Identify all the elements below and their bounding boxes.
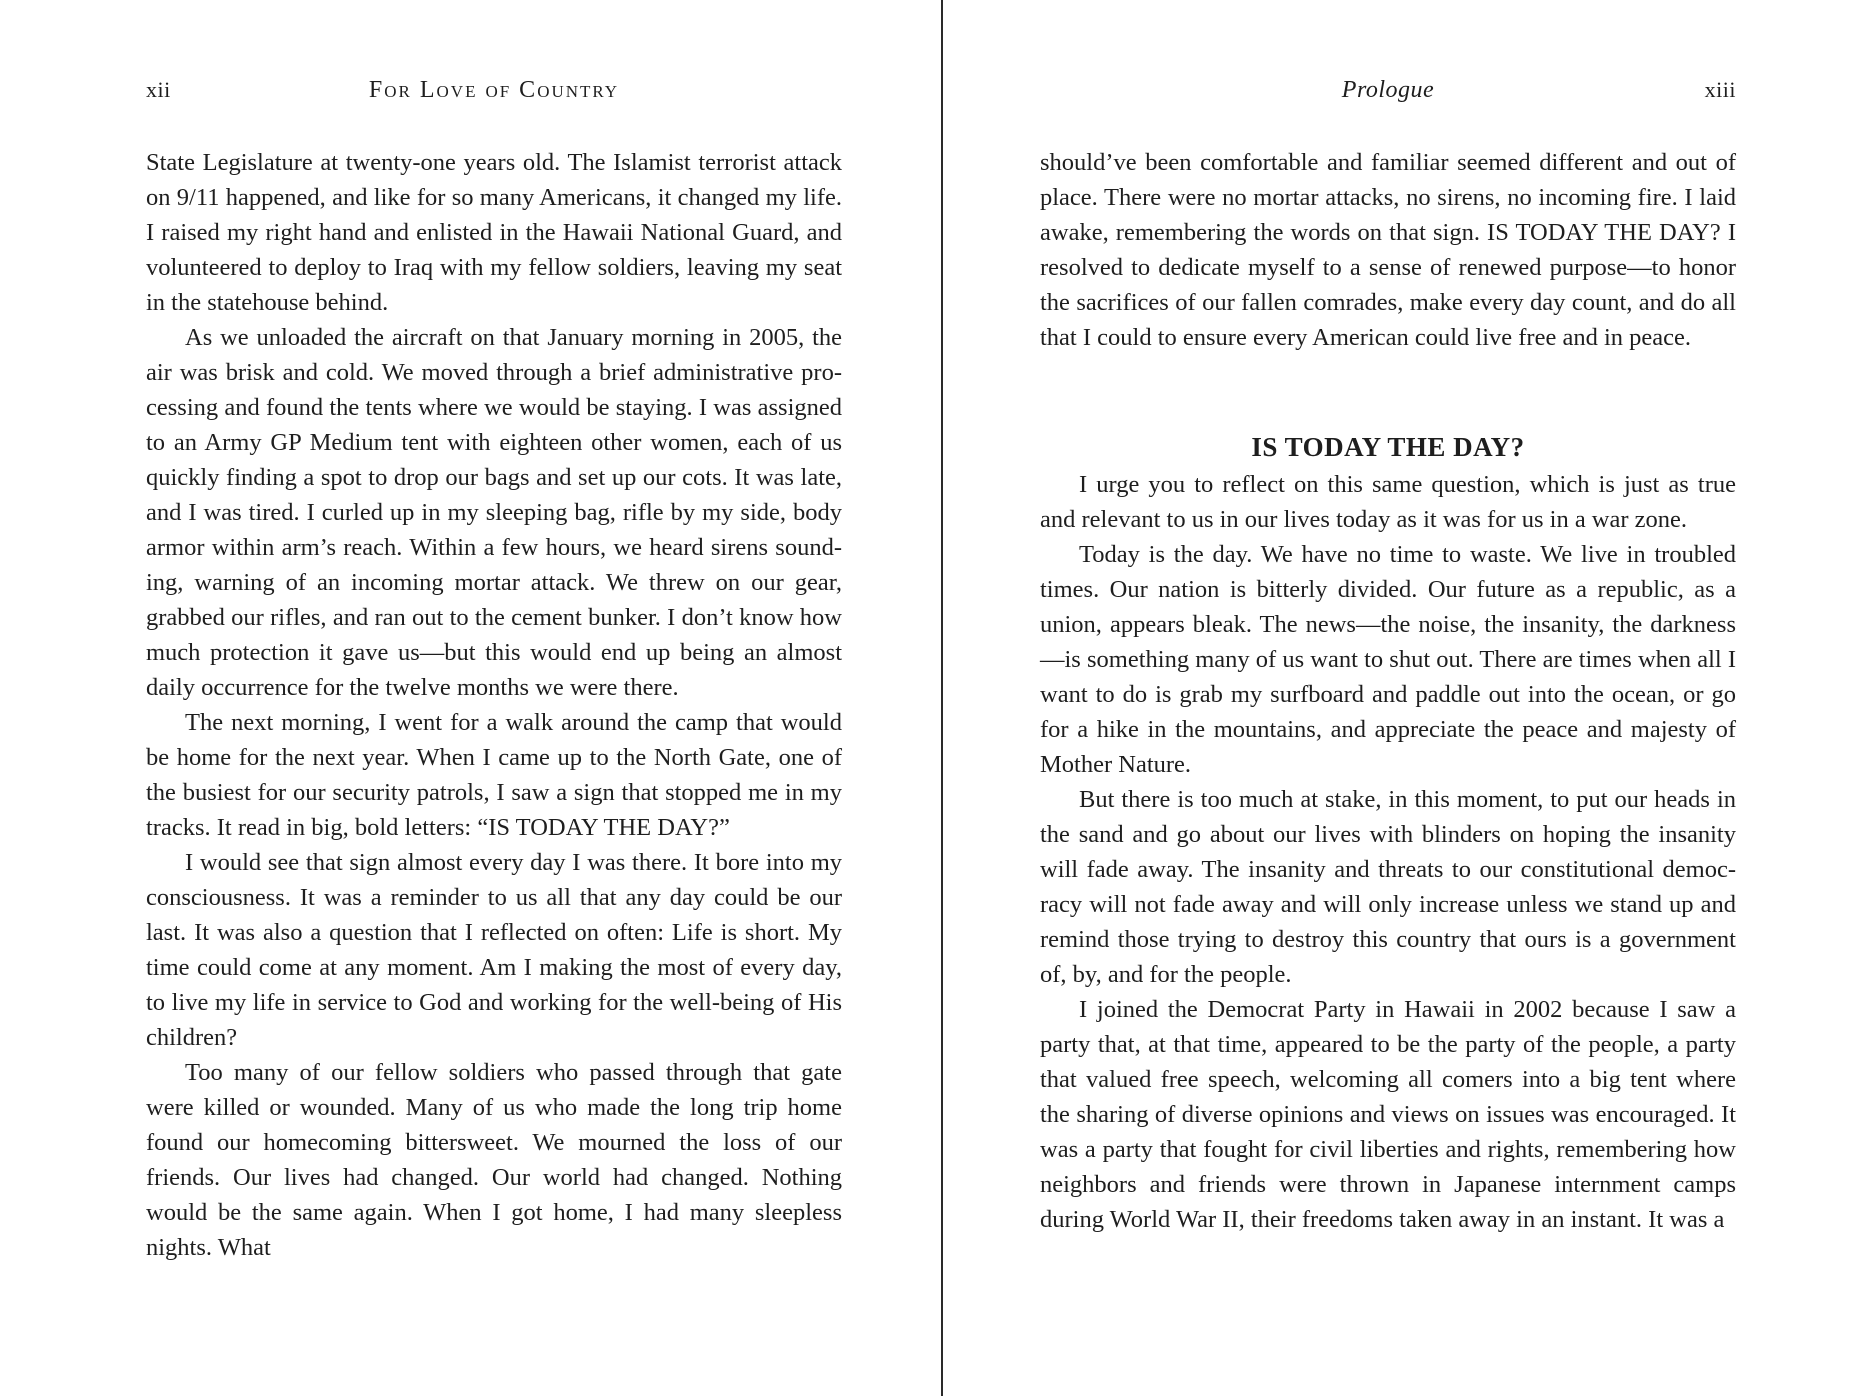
- paragraph: Too many of our fellow soldiers who passed through that gate were killed or wounded. Many of us who made the long trip home found our homecoming bittersweet. We mourned the loss of our friends. Our lives had changed. Our world had changed. Nothing would be the same again. When I got home, I had many sleepless nights. What: [146, 1059, 842, 1261]
- paragraph: The next morning, I went for a walk around the camp that would be home for the next year. When I came up to the North Gate, one of the busiest for our security patrols, I saw a sign that stopped me in my tracks. It read in big, bold letters: “IS TODAY THE DAY?”: [146, 709, 842, 841]
- left-body-text: [146, 145, 842, 1265]
- right-running-head: [1040, 72, 1736, 108]
- paragraph: As we unloaded the aircraft on that January morning in 2005, the air was brisk and cold. We moved through a brief administrative processing and found the tents where we would be staying. I was assigned to an Army GP Medium tent with eighteen other women, each of us quickly finding a spot to drop our bags and set up our cots. It was late, and I was tired. I curled up in my sleeping bag, rifle by my side, body armor within arm’s reach. Within a few hours, we heard sirens sounding, warning of an incoming mortar attack. We threw on our gear, grabbed our rifles, and ran out to the cement bunker. I don’t know how much protection it gave us—but this would end up being an almost daily occurrence for the twelve months we were there.: [146, 324, 842, 701]
- paragraph: State Legislature at twenty-one years old. The Islamist terrorist attack on 9/11 happened, and like for so many Americans, it changed my life. I raised my right hand and enlisted in the Hawaii National Guard, and volunteered to deploy to Iraq with my fellow soldiers, leaving my seat in the statehouse behind.: [146, 149, 842, 316]
- paragraph: But there is too much at stake, in this moment, to put our heads in the sand and go about our lives with blinders on hoping the insanity will fade away. The insanity and threats to our constitutional democracy will not fade away and will only increase unless we stand up and remind those trying to destroy this country that ours is a government of, by, and for the people.: [1040, 786, 1736, 988]
- right-body-text: [1040, 145, 1736, 1237]
- paragraph: I urge you to reflect on this same question, which is just as true and relevant to us in our lives today as it was for us in a war zone.: [1040, 471, 1736, 533]
- left-running-head: [146, 72, 842, 108]
- paragraph: Today is the day. We have no time to waste. We live in troubled times. Our nation is bitterly divided. Our future as a republic, as a union, appears bleak. The news—the noise, the insanity, the darkness—is something many of us want to shut out. There are times when all I want to do is grab my surfboard and paddle out into the ocean, or go for a hike in the mountains, and appreciate the peace and majesty of Mother Nature.: [1040, 541, 1736, 778]
- right-page: [1040, 0, 1736, 1396]
- paragraph: should’ve been comfortable and familiar seemed different and out of place. There were no mortar attacks, no sirens, no incoming fire. I laid awake, remembering the words on that sign. IS TODAY THE DAY? I resolved to dedicate myself to a sense of renewed purpose—to honor the sacrifices of our fallen comrades, make every day count, and do all that I could to ensure every American could live free and in peace.: [1040, 149, 1736, 351]
- page-gutter-divider: [941, 0, 943, 1396]
- left-page-number: xii: [146, 77, 171, 102]
- paragraph: I would see that sign almost every day I was there. It bore into my consciousness. It was a reminder to us all that any day could be our last. It was also a question that I reflected on often: Life is short. My time could come at any moment. Am I making the most of every day, to live my life in service to God and working for the well-being of His children?: [146, 849, 842, 1051]
- right-page-number: xiii: [1704, 77, 1736, 102]
- chapter-title-header: Prologue: [1341, 77, 1435, 103]
- left-page: [146, 0, 842, 1396]
- section-heading: IS TODAY THE DAY?: [1251, 432, 1525, 462]
- paragraph: I joined the Democrat Party in Hawaii in 2002 because I saw a party that, at that time, appeared to be the party of the people, a party that valued free speech, welcoming all comers into a big tent where the sharing of diverse opinions and views on issues was encouraged. It was a party that fought for civil liberties and rights, remembering how neighbors and friends were thrown in Japanese internment camps during World War II, their freedoms taken away in an instant. It was a: [1040, 996, 1736, 1233]
- book-title-header: For Love of Country: [368, 77, 620, 103]
